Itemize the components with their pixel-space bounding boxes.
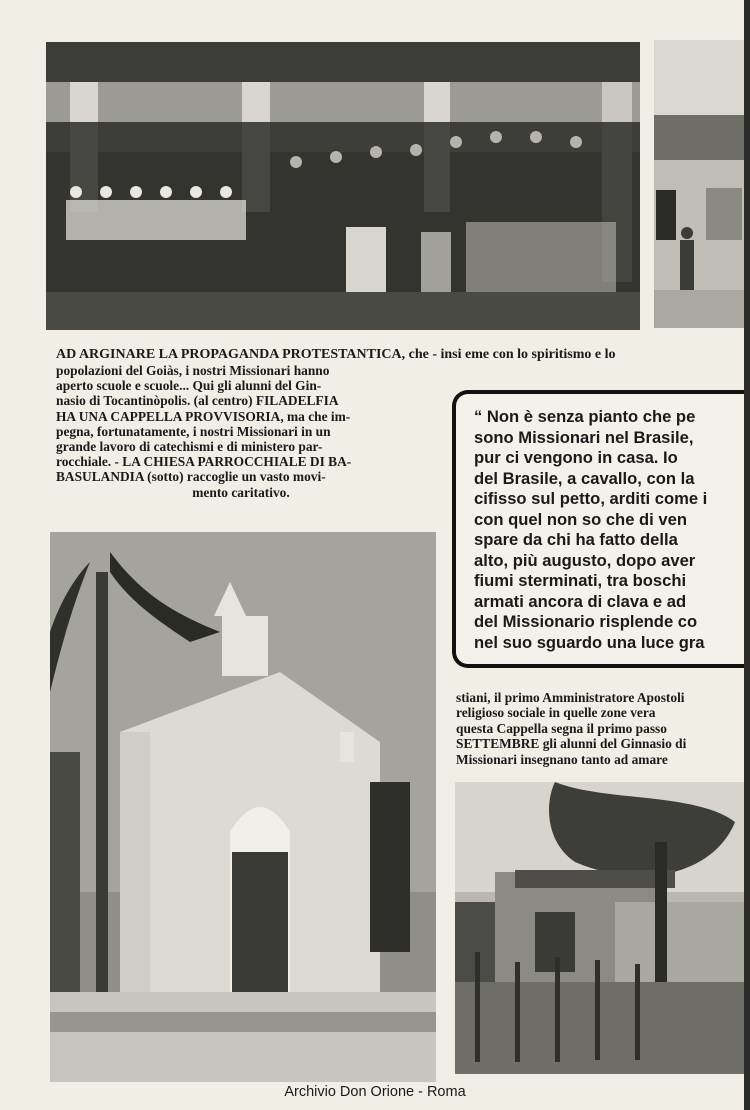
caption-headline: AD ARGINARE LA PROPAGANDA PROTESTANTICA, che - insi eme con lo spiritismo e lo (56, 347, 616, 362)
quote-line: pur ci vengono in casa. Io (474, 448, 678, 467)
caption-right-line: religioso sociale in quelle zone vera (456, 705, 656, 721)
side-photo (654, 40, 750, 328)
quote-line: sono Missionari nel Brasile, (474, 427, 694, 447)
caption-right-line: SETTEMBRE gli alunni del Ginnasio di (456, 736, 687, 752)
quote-line: del Brasile, a cavallo, con la (474, 468, 695, 488)
caption-line: rocchiale. - LA CHIESA PARROCCHIALE DI BA- (56, 454, 352, 470)
caption-line: nasio di Tocantinòpolis. (al centro) FILADELFIA (56, 393, 339, 409)
quote-line: fiumi sterminati, tra boschi (474, 571, 687, 590)
caption-line: HA UNA CAPPELLA PROVVISORIA, ma che im- (56, 408, 351, 424)
house-photo (455, 782, 750, 1074)
caption-line: grande lavoro di catechismi e di ministero par- (56, 439, 323, 455)
caption-line: popolazioni del Goiàs, i nostri Missionari hanno (56, 363, 330, 378)
caption-left (56, 363, 426, 500)
page-edge (744, 0, 750, 1110)
caption-line: mento caritativo. (192, 484, 290, 500)
quote-text (474, 407, 750, 653)
quote-line: del Missionario risplende co (474, 612, 698, 631)
quote-line: nel suo sguardo una luce gra (474, 632, 705, 652)
caption-right-line: stiani, il primo Amministratore Apostoli (456, 690, 685, 705)
group-photo (46, 42, 640, 330)
caption-line: pegna, fortunatamente, i nostri Missionari in un (56, 423, 331, 439)
caption-right-line: questa Cappella segna il primo passo (456, 720, 667, 736)
quote-line: armati ancora di clava e ad (474, 591, 687, 611)
quote-line: con quel non so che di ven (474, 509, 687, 529)
caption-line: BASULANDIA (sotto) raccoglie un vasto movi- (56, 469, 326, 485)
church-photo (50, 532, 436, 1082)
caption-right-line: Missionari insegnano tanto ad amare (456, 751, 668, 767)
footer-archive-label: Archivio Don Orione - Roma (284, 1084, 466, 1100)
quote-line: cifisso sul petto, arditi come i (474, 489, 708, 508)
caption-right (456, 690, 750, 767)
quote-line: “ Non è senza pianto che pe (474, 407, 696, 426)
caption-line: aperto scuole e scuole... Qui gli alunni del Gin- (56, 378, 322, 394)
quote-line: spare da chi ha fatto della (474, 530, 678, 549)
quote-line: alto, più augusto, dopo aver (474, 550, 696, 570)
